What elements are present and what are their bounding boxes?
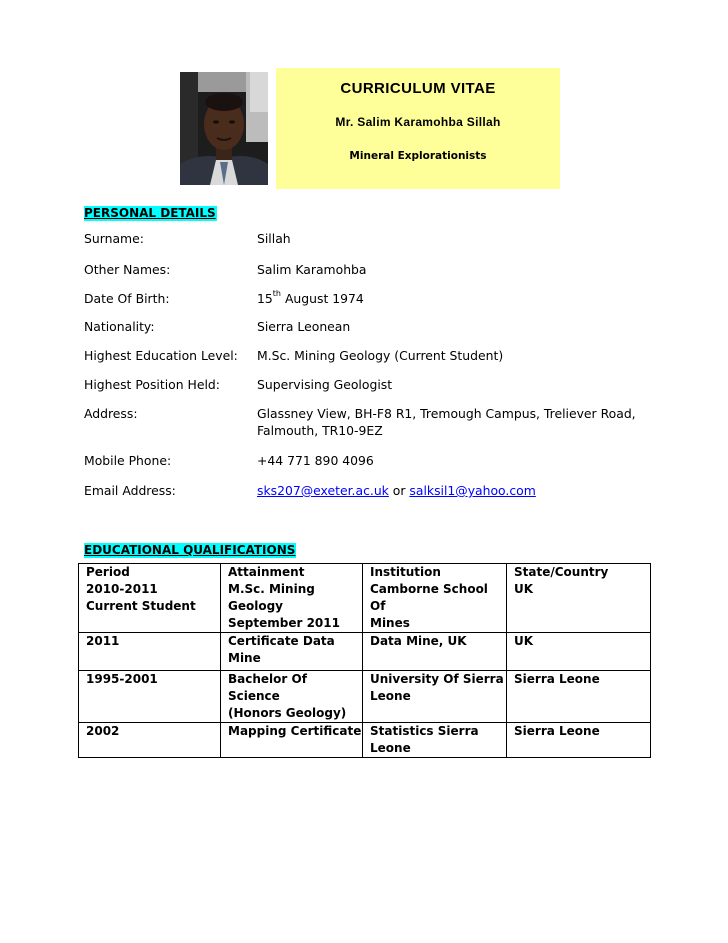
institution-line: Mines xyxy=(370,616,410,630)
nationality-label: Nationality: xyxy=(84,319,155,334)
institution-line: University Of Sierra xyxy=(370,672,504,686)
education-level-value: M.Sc. Mining Geology (Current Student) xyxy=(257,348,504,363)
dob-month-year: August 1974 xyxy=(281,291,364,306)
personal-details-heading: PERSONAL DETAILS xyxy=(84,206,216,220)
table-header-row xyxy=(79,564,651,582)
country-cell: UK xyxy=(507,633,651,671)
mobile-value: +44 771 890 4096 xyxy=(257,453,374,468)
address-line-1: Glassney View, BH-F8 R1, Tremough Campus, Treliever Road, xyxy=(257,406,636,421)
attainment-cell xyxy=(221,581,363,633)
institution-line: Leone xyxy=(370,741,411,755)
attainment-line: Bachelor Of Science xyxy=(228,672,307,703)
period-cell: 2002 xyxy=(79,723,221,758)
dob-day: 15 xyxy=(257,291,273,306)
dob-ordinal: th xyxy=(272,289,281,298)
attainment-line: September 2011 xyxy=(228,616,340,630)
dob-label: Date Of Birth: xyxy=(84,291,170,306)
email-value xyxy=(257,482,647,499)
attainment-cell: Certificate Data Mine xyxy=(221,633,363,671)
institution-line: Leone xyxy=(370,689,411,703)
attainment-cell: Mapping Certificate xyxy=(221,723,363,758)
email-separator: or xyxy=(388,483,410,498)
email-label: Email Address: xyxy=(84,483,176,498)
period-line: 2010-2011 xyxy=(86,582,158,596)
table-row xyxy=(79,671,651,723)
portrait-image xyxy=(180,72,268,185)
address-label: Address: xyxy=(84,406,138,421)
attainment-line: (Honors Geology) xyxy=(228,706,347,720)
country-cell: Sierra Leone xyxy=(507,671,651,723)
column-header-period: Period xyxy=(79,564,221,582)
nationality-value: Sierra Leonean xyxy=(257,319,351,334)
institution-line: Camborne School Of xyxy=(370,582,488,613)
education-table xyxy=(78,563,651,758)
country-cell: Sierra Leone xyxy=(507,723,651,758)
period-line: Current Student xyxy=(86,599,196,613)
table-row xyxy=(79,633,651,671)
address-value xyxy=(257,405,647,439)
institution-cell: Data Mine, UK xyxy=(363,633,507,671)
education-heading: EDUCATIONAL QUALIFICATIONS xyxy=(84,543,296,557)
document-title: CURRICULUM VITAE xyxy=(340,80,496,97)
column-header-country: State/Country xyxy=(507,564,651,582)
attainment-line: M.Sc. Mining Geology xyxy=(228,582,315,613)
other-names-label: Other Names: xyxy=(84,262,171,277)
period-cell xyxy=(79,581,221,633)
period-cell: 1995-2001 xyxy=(79,671,221,723)
table-row xyxy=(79,581,651,633)
institution-line: Statistics Sierra xyxy=(370,724,479,738)
title-banner xyxy=(276,68,560,189)
position-label: Highest Position Held: xyxy=(84,377,220,392)
country-cell: UK xyxy=(507,581,651,633)
institution-cell xyxy=(363,581,507,633)
table-row xyxy=(79,723,651,758)
institution-cell xyxy=(363,723,507,758)
column-header-institution: Institution xyxy=(363,564,507,582)
mobile-label: Mobile Phone: xyxy=(84,453,172,468)
dob-value xyxy=(257,290,647,307)
column-header-attainment: Attainment xyxy=(221,564,363,582)
surname-label: Surname: xyxy=(84,231,144,246)
surname-value: Sillah xyxy=(257,231,291,246)
address-line-2: Falmouth, TR10-9EZ xyxy=(257,423,383,438)
profession-subtitle: Mineral Explorationists xyxy=(349,150,487,162)
institution-cell xyxy=(363,671,507,723)
email-link-yahoo[interactable]: salksil1@yahoo.com xyxy=(409,483,536,498)
profile-photo xyxy=(180,72,268,185)
other-names-value: Salim Karamohba xyxy=(257,262,367,277)
person-name: Mr. Salim Karamohba Sillah xyxy=(335,115,501,129)
position-value: Supervising Geologist xyxy=(257,377,393,392)
period-cell: 2011 xyxy=(79,633,221,671)
email-link-exeter[interactable]: sks207@exeter.ac.uk xyxy=(257,483,389,498)
education-level-label: Highest Education Level: xyxy=(84,348,238,363)
attainment-cell xyxy=(221,671,363,723)
